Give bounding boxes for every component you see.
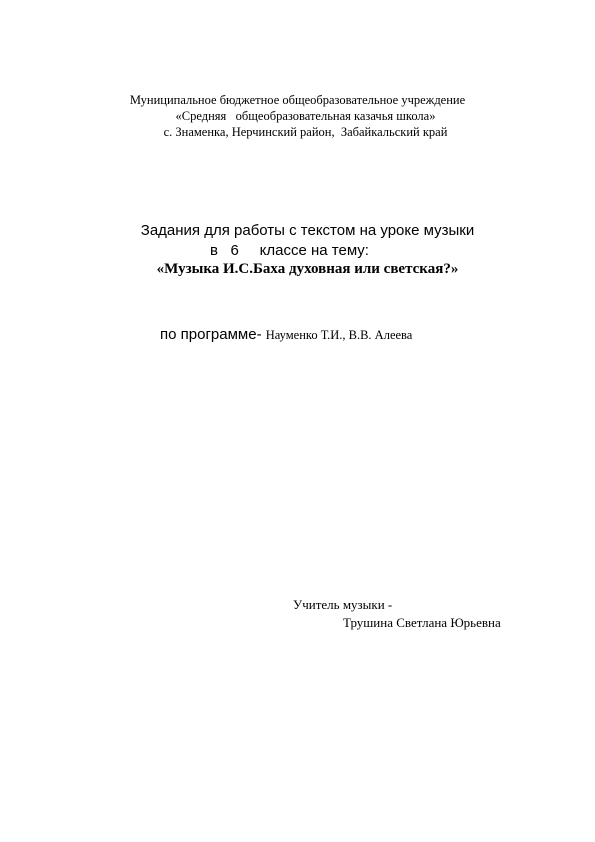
lesson-topic-title: «Музыка И.С.Баха духовная или светская?» xyxy=(156,261,459,277)
teacher-name: Трушина Светлана Юрьевна xyxy=(343,615,501,630)
school-type-line: Муниципальное бюджетное общеобразовательное учреждение xyxy=(129,93,466,107)
program-prefix: по программе- xyxy=(160,326,266,343)
school-location-line: с. Знаменка, Нерчинский район, Забайкальский край xyxy=(163,125,448,139)
school-name-line: «Средняя общеобразовательная казачья школа» xyxy=(175,109,436,123)
program-line xyxy=(160,326,412,344)
title-line-1: Задания для работы с текстом на уроке музыки xyxy=(140,222,475,239)
program-authors: Науменко Т.И., В.В. Алеева xyxy=(265,328,413,342)
title-line-2: в 6 классе на тему: xyxy=(210,242,369,259)
teacher-role: Учитель музыки - xyxy=(293,597,393,612)
